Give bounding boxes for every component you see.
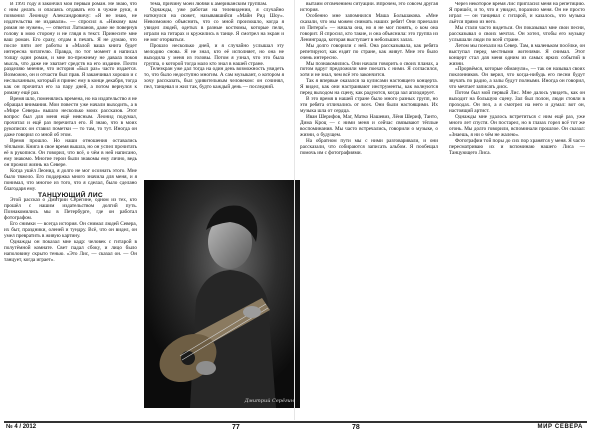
paragraph: Этой рассказ о Дмитрии Серёгине, одном из тех, кто прошёл с нашим издательством долгий путь. Познакомились мы в Петербурге, где он работал фотографом. <box>4 197 137 222</box>
paragraph: Фотографии той поры до сих пор хранятся у меня. Я часто пересматриваю их и вспоминаю нашего Лиса — Танцующего Лиса. <box>449 137 585 156</box>
paragraph: Так я впервые оказался за кулисами настоящего концерта. Я видел, как они настраивают инструменты, как волнуются перед выходом на сцену, как радуются, когда зал аплодирует. <box>300 78 438 97</box>
page-number-left: 77 <box>232 424 240 431</box>
paragraph: Время шло, поменялись времена, но на издательство я не обращал внимания. Мои повести уже начали выходить, а в «Мире Севера» вышло несколько моих рассказов. Этот вопрос был для меня ещё неясным. Леонид подумал, прочитал и ещё раз перечитал его. Я знаю, что в моих рукописях он ставил пометки — то там, то тут. Иногда он даже говорил со мной об этом. <box>4 96 137 138</box>
page-gutter <box>294 0 295 420</box>
paragraph: Однажды он показал мне кадр: человек с гитарой в полутёмной комнате. Свет падал сбоку, и лицо было наполовину скрыто тенью. «Это Лис, — сказал он. — Он танцует, когда играет». <box>4 239 137 263</box>
paragraph: Мы долго говорили с ней. Она рассказывала, как ребята репетируют, как ездят по стране, как живут. Мне это было очень интересно. <box>300 42 438 61</box>
paragraph: тема, причину моей любви к американским группам. <box>150 2 268 7</box>
paragraph: Мы стали часто видеться. Он показывал мне свои песни, рассказывал о своих мечтах. Он хотел, чтобы его музыку услышали люди по всей стране. <box>449 24 585 43</box>
paragraph: Прошло несколько дней, и я случайно услышал эту мелодию снова. Я не знал, кто её исполняет, но она не выходила у меня из головы. Потом я узнал, что это была группа, о которой тогда мало кто знал в нашей стране. <box>144 42 284 67</box>
footer-rule <box>4 421 587 423</box>
paragraph: Особенно мне запомнился Маша Большакова. «Мне сказали, что мы можем снимать наших ребят! Они приехали из Питера!» — начала она, но я не мог понять, о ком она говорит. Я спросил, кто такие, и она объяснила: это группа из Ленинграда, которая выступает в небольших залах. <box>300 12 438 43</box>
photo-image <box>144 180 300 408</box>
paragraph: Через некоторое время Лис пригласил меня на репетицию. Я пришёл, и то, что я увидел, поразило меня. Он не просто играл — он танцевал с гитарой, и казалось, что музыка льётся прямо из него. <box>449 2 585 25</box>
paragraph: Иван Шерифов, Маг, Матко Нашевиз, Лёня Шериф, Танто, Дима Кроц — с ними меня и сейчас связывают тёплые воспоминания. Мы часто встречались, говорили о музыке, о жизни, о будущем. <box>300 114 438 138</box>
paragraph: «Прорвёмся, которые обманули», — так он называл своих поклонников. Он верил, что когда-нибудь его песни будут звучать по радио, а залы будут полными. Иногда он говорил, что мечтает записать диск. <box>449 66 585 91</box>
guitarist-photo <box>144 180 300 408</box>
paragraph: Время прошло. Но наши отношения оставались тёплыми. Книга в свое время вышла, но он успел прочитать её в рукописи. Он говорил, что всё, о чём в ней написано, ему знакомо. Многие герои были знакомы ему лично, ведь он прожил жизнь на Севере. <box>4 137 137 168</box>
paragraph: Летом мы поехали на Север. Там, в маленьком посёлке, он выступал перед местными жителями. Я снимал. Этот концерт стал для меня одним из самых ярких событий в жизни. <box>449 42 585 67</box>
page-footer <box>0 421 591 439</box>
paragraph: Однажды мне удалось встретиться с ним ещё раз, уже много лет спустя. Он постарел, но в глазах горел всё тот же огонь. Мы долго говорили, вспоминали прошлое. Он сказал: «Знаешь, я ни о чём не жалею». <box>449 114 585 138</box>
photo-caption: Дмитрий Серёгин <box>244 398 294 404</box>
paragraph: Мы познакомились. Они начали говорить о своих планах, а потом вдруг предложили мне поехать с ними. Я согласился, хотя и не знал, чем всё это закончится. <box>300 60 438 79</box>
column-2 <box>144 2 284 176</box>
column-1 <box>4 2 137 407</box>
paragraph: В 1991 году я закончил мой первый роман. Не знаю, что с ним делать и опасаясь отдавать его в чужие руки, я позвонил Леониду Александровичу: «Я не знаю, не издательства не издавали». — спросил я. «Никому вам роман не нужен», — ответил Латманов, даже не повернув голову в мою сторону и не глядя в текст. Принесите мне ваш роман. Его сразу, отдам в печать. Я не думаю, что после пяти лет работы в «Малой ваша книга будет интересна читателю. Правда, по тот момент я написал толщу один роман, и мне по-прежнему не давала покоя мысль, что даже не хватает средств на его издание. Почти разделяю мнение, что история «Был раз» часто издается. Возможно, он и отчасти был прав. Я заканчивал хорошо и с неслыханным, который я принес ему в конце декабря, тогда как он прочитал его за пару дней, а потом вернулся к роману ещё раз. <box>4 2 137 97</box>
column-4 <box>449 2 585 407</box>
paragraph: Потом был мой первый Лис. Мне далось увидеть, как он выходит на большую сцену. Зал был полон, люди стояли в проходах. Он пел, а я смотрел на него и думал: вот он, настоящий артист. <box>449 90 585 115</box>
column-3 <box>300 2 438 407</box>
magazine-title: МИР СЕВЕРА <box>537 424 583 430</box>
paragraph: Когда ушёл Леонид, я долго не мог осознать этого. Мне было тяжело. Его поддержка много значила для меня, и я понимал, что многое из того, что я сделал, было сделано благодаря ему. <box>4 167 137 192</box>
paragraph: Телеэкран уже дал тогда на один день возможность увидеть то, что было недоступно многим. А сам музыкант, о котором я хочу рассказать, был удивительным человеком: он сочинял, пел, танцевал и жил так, будто каждый день — последний. <box>144 66 284 91</box>
paragraph: вытаим отсвечением ситуации. Впрочем, это совсем другая история. <box>300 2 438 13</box>
page-number-right: 78 <box>352 424 360 431</box>
paragraph: Однажды, уже работая на телевидении, я случайно наткнулся на сюжет, называвшийся «Майн Рид Шоу». Невозможно объяснить, что со мной произошло, когда я увидел людей, одетых в разные костюмы, которые пели, играли на гитарах и кружились в танце. Я смотрел на экран и не мог оторваться. <box>144 6 284 43</box>
paragraph: Его снимки — всегда история. Он снимал людей Севера, их быт, праздники, оленей и тундру. Всё, что он видел, он умел превратить в живую картину. <box>4 221 137 240</box>
issue-number: № 4 / 2012 <box>6 424 37 430</box>
section-heading: ТАНЦУЮЩИЙ ЛИС <box>38 191 103 199</box>
paragraph: На обратном пути мы с ними разговаривали, и они рассказали, что собираются записать альбом. Я пообещал помочь им с фотографиями. <box>300 137 438 156</box>
paragraph: В это время в нашей стране было много разных групп, но эти ребята отличались от всех. Они были настоящими. Их музыка шла от сердца. <box>300 96 438 115</box>
